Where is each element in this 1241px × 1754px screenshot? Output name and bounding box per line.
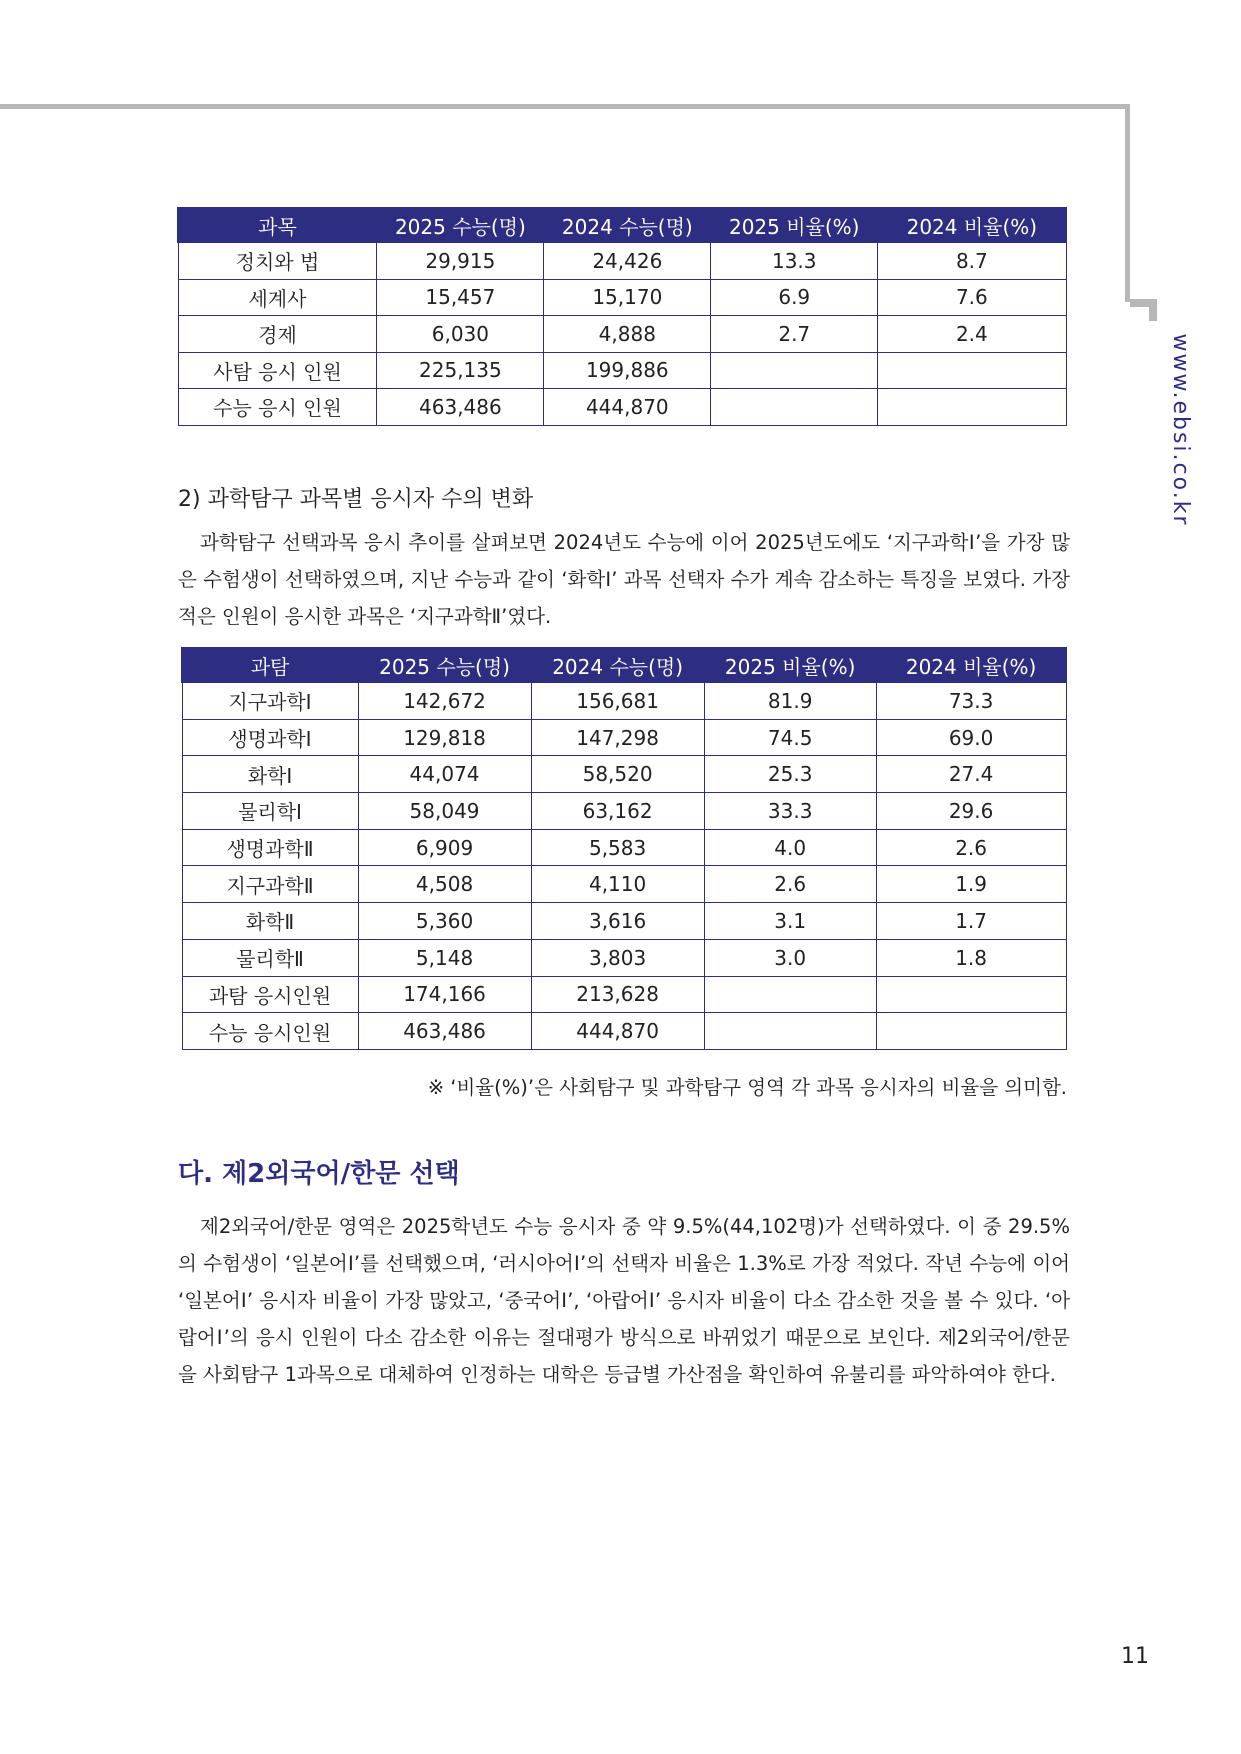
table-cell: 13.3	[711, 242, 878, 279]
table-cell: 화학Ⅰ	[182, 756, 358, 793]
table-row	[182, 903, 1066, 940]
table-cell: 147,298	[531, 719, 704, 756]
frame-tab-vertical	[1149, 299, 1157, 321]
table-cell: 58,049	[358, 793, 531, 830]
table-cell: 63,162	[531, 793, 704, 830]
table-cell: 73.3	[876, 682, 1066, 719]
table-row	[182, 793, 1066, 830]
table-row	[182, 829, 1066, 866]
table-cell: 세계사	[178, 279, 377, 316]
page-number: 11	[1121, 1644, 1149, 1669]
table-cell: 69.0	[876, 719, 1066, 756]
table-cell: 2.4	[878, 316, 1066, 353]
table-cell: 15,170	[544, 279, 711, 316]
table-cell: 5,583	[531, 829, 704, 866]
table-row	[182, 866, 1066, 903]
table-cell: 사탐 응시 인원	[178, 352, 377, 389]
column-header: 과목	[178, 208, 377, 242]
table-cell: 물리학Ⅰ	[182, 793, 358, 830]
table-cell: 화학Ⅱ	[182, 903, 358, 940]
table-cell: 3.1	[704, 903, 876, 940]
table-cell: 수능 응시인원	[182, 1013, 358, 1050]
table-cell	[876, 1013, 1066, 1050]
table-cell: 지구과학Ⅱ	[182, 866, 358, 903]
table-cell: 물리학Ⅱ	[182, 939, 358, 976]
column-header: 2025 비율(%)	[704, 648, 876, 682]
section-title: 다. 제2외국어/한문 선택	[178, 1159, 460, 1189]
table-cell: 생명과학Ⅱ	[182, 829, 358, 866]
table-cell: 1.9	[876, 866, 1066, 903]
table-cell: 444,870	[531, 1013, 704, 1050]
table-cell: 5,360	[358, 903, 531, 940]
table-cell: 129,818	[358, 719, 531, 756]
table-row	[178, 389, 1066, 426]
social-studies-table	[177, 207, 1067, 426]
table-cell: 199,886	[544, 352, 711, 389]
table-cell	[704, 976, 876, 1013]
table-cell: 29.6	[876, 793, 1066, 830]
column-header: 과탐	[182, 648, 358, 682]
column-header: 2024 비율(%)	[876, 648, 1066, 682]
table-row	[178, 316, 1066, 353]
table-cell: 4,508	[358, 866, 531, 903]
table-cell: 444,870	[544, 389, 711, 426]
table-row	[182, 682, 1066, 719]
table-cell: 5,148	[358, 939, 531, 976]
frame-top-rule	[0, 104, 1130, 109]
frame-right-rule	[1125, 104, 1130, 302]
table-cell: 1.7	[876, 903, 1066, 940]
table-cell: 156,681	[531, 682, 704, 719]
subsection-heading: 2) 과학탐구 과목별 응시자 수의 변화	[178, 487, 534, 512]
table-cell: 24,426	[544, 242, 711, 279]
table-cell: 1.8	[876, 939, 1066, 976]
column-header: 2024 비율(%)	[878, 208, 1066, 242]
table-cell: 29,915	[377, 242, 544, 279]
table-cell: 2.6	[704, 866, 876, 903]
table-cell	[878, 352, 1066, 389]
table-header-row	[182, 648, 1066, 682]
table-cell: 3,803	[531, 939, 704, 976]
table-cell: 2.6	[876, 829, 1066, 866]
body-paragraph: 과학탐구 선택과목 응시 추이를 살펴보면 2024년도 수능에 이어 2025년도에도 ‘지구과학Ⅰ’을 가장 많은 수험생이 선택하였으며, 지난 수능과 같이 ‘화학Ⅰ’ 과목 선택자 수가 계속 감소하는 특징을 보였다. 가장 적은 인원이 응시한 과목은 ‘지구과학Ⅱ’였다.	[178, 531, 1070, 628]
table-cell	[711, 352, 878, 389]
table-cell: 과탐 응시인원	[182, 976, 358, 1013]
table-row	[178, 242, 1066, 279]
column-header: 2025 비율(%)	[711, 208, 878, 242]
table-cell: 3.0	[704, 939, 876, 976]
table-cell: 58,520	[531, 756, 704, 793]
table-cell: 225,135	[377, 352, 544, 389]
column-header: 2024 수능(명)	[544, 208, 711, 242]
table-footnote: ※ ‘비율(%)’은 사회탐구 및 과학탐구 영역 각 과목 응시자의 비율을 의미함.	[427, 1076, 1067, 1099]
table-cell: 463,486	[358, 1013, 531, 1050]
table-cell: 4,888	[544, 316, 711, 353]
table-header-row	[178, 208, 1066, 242]
table-row	[182, 756, 1066, 793]
table-cell	[704, 1013, 876, 1050]
table-cell: 8.7	[878, 242, 1066, 279]
site-url-vertical: www.ebsi.co.kr	[1168, 333, 1193, 527]
table-cell	[711, 389, 878, 426]
table-cell: 213,628	[531, 976, 704, 1013]
table-cell: 정치와 법	[178, 242, 377, 279]
table-cell: 4.0	[704, 829, 876, 866]
table-cell: 지구과학Ⅰ	[182, 682, 358, 719]
table-cell: 44,074	[358, 756, 531, 793]
column-header: 2024 수능(명)	[531, 648, 704, 682]
body-paragraph: 제2외국어/한문 영역은 2025학년도 수능 응시자 중 약 9.5%(44,102명)가 선택하였다. 이 중 29.5%의 수험생이 ‘일본어Ⅰ’를 선택했으며, ‘러시아어Ⅰ’의 선택자 비율은 1.3%로 가장 적었다. 작년 수능에 이어 ‘일본어Ⅰ’ 응시자 비율이 가장 많았고, ‘중국어Ⅰ’, ‘아랍어Ⅰ’ 응시자 비율이 다소 감소한 것을 볼 수 있다. ‘아랍어Ⅰ’의 응시 인원이 다소 감소한 이유는 절대평가 방식으로 바뀌었기 때문으로 보인다. 제2외국어/한문을 사회탐구 1과목으로 대체하여 인정하는 대학은 등급별 가산점을 확인하여 유불리를 파악하여야 한다.	[178, 1215, 1070, 1386]
table-cell: 463,486	[377, 389, 544, 426]
column-header: 2025 수능(명)	[377, 208, 544, 242]
table-cell: 15,457	[377, 279, 544, 316]
table-cell: 6.9	[711, 279, 878, 316]
table-cell: 25.3	[704, 756, 876, 793]
table-cell: 수능 응시 인원	[178, 389, 377, 426]
table-cell: 81.9	[704, 682, 876, 719]
table-cell: 경제	[178, 316, 377, 353]
table-cell: 33.3	[704, 793, 876, 830]
table-row	[182, 939, 1066, 976]
table-cell	[878, 389, 1066, 426]
table-cell	[876, 976, 1066, 1013]
table-cell: 74.5	[704, 719, 876, 756]
table-cell: 6,030	[377, 316, 544, 353]
table-row	[182, 719, 1066, 756]
table-row	[178, 352, 1066, 389]
table-cell: 4,110	[531, 866, 704, 903]
table-row	[182, 976, 1066, 1013]
table-cell: 142,672	[358, 682, 531, 719]
table-row	[182, 1013, 1066, 1050]
table-cell: 6,909	[358, 829, 531, 866]
table-cell: 7.6	[878, 279, 1066, 316]
table-cell: 174,166	[358, 976, 531, 1013]
table-cell: 3,616	[531, 903, 704, 940]
column-header: 2025 수능(명)	[358, 648, 531, 682]
table-cell: 27.4	[876, 756, 1066, 793]
table-cell: 2.7	[711, 316, 878, 353]
science-table	[181, 647, 1067, 1050]
table-cell: 생명과학Ⅰ	[182, 719, 358, 756]
table-row	[178, 279, 1066, 316]
